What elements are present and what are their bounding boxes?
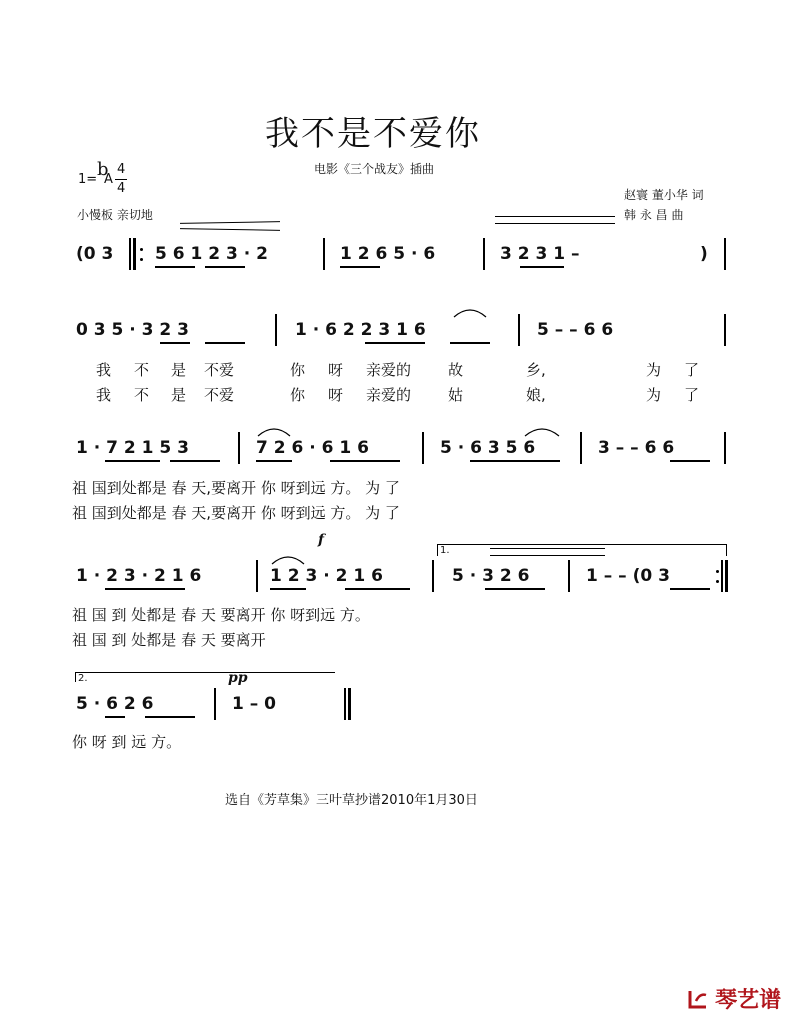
- hairpin: [490, 548, 605, 549]
- lyricist-credit: 赵寰 董小华 词: [624, 188, 704, 202]
- volta-bracket-2-left: [75, 672, 76, 682]
- volta-bracket-1-right: [726, 544, 727, 556]
- beam: [170, 460, 220, 462]
- hairpin-right-top: [495, 216, 615, 217]
- volta-bracket-2: [75, 672, 335, 673]
- beam: [330, 460, 400, 462]
- watermark-text: 琴艺谱: [715, 988, 782, 1013]
- subtitle: 电影《三个战友》插曲: [314, 162, 435, 176]
- lyric: 呀: [328, 386, 344, 404]
- barline: [724, 432, 726, 464]
- beam: [205, 342, 245, 344]
- time-signature-divider: [115, 179, 127, 180]
- repeat-dot: [716, 580, 719, 583]
- measure: 7 2 6 · 6 1 6: [256, 438, 369, 458]
- barline: [323, 238, 325, 270]
- key-prefix: 1=: [78, 172, 98, 187]
- repeat-barline-thick: [725, 560, 728, 592]
- lyric: 了: [684, 361, 700, 379]
- repeat-dot: [716, 570, 719, 573]
- beam: [145, 716, 195, 718]
- barline: [568, 560, 570, 592]
- slur: [270, 552, 306, 566]
- beam: [670, 460, 710, 462]
- lyric: 不爱: [204, 386, 235, 404]
- lyric: 不: [134, 386, 150, 404]
- measure: 1 2 3 · 2 1 6: [270, 566, 383, 586]
- measure: 5 · 6 2 6: [76, 694, 154, 714]
- barline: [256, 560, 258, 592]
- closing-parenthesis: ): [700, 244, 708, 264]
- measure: 5 6 1 2 3 · 2: [155, 244, 268, 264]
- barline: [432, 560, 434, 592]
- beam: [155, 266, 195, 268]
- barline: [518, 314, 520, 346]
- lyric: 是: [171, 361, 187, 379]
- measure: 1 · 2 3 · 2 1 6: [76, 566, 202, 586]
- lyric: 姑: [448, 386, 464, 404]
- beam: [450, 342, 490, 344]
- barline: [422, 432, 424, 464]
- beam: [105, 460, 160, 462]
- lyric: 我: [96, 361, 112, 379]
- beam: [270, 588, 306, 590]
- repeat-barline: [721, 560, 723, 592]
- repeat-dot: [140, 248, 143, 251]
- dynamic-forte: f: [318, 532, 325, 548]
- hairpin-bottom: [180, 228, 280, 231]
- measure: 1 · 7 2 1 5 3: [76, 438, 189, 458]
- barline: [724, 314, 726, 346]
- watermark: [686, 983, 781, 1014]
- measure: 1 2 6 5 · 6: [340, 244, 436, 264]
- time-signature-bottom: 4: [117, 181, 126, 196]
- logo-icon: [686, 987, 710, 1011]
- barline: [214, 688, 216, 720]
- slur: [256, 424, 292, 438]
- lyrics-verse-2: 祖 国 到 处都是 春 天 要离开: [72, 631, 266, 649]
- repeat-barline: [129, 238, 131, 270]
- lyric: 亲爱的: [366, 386, 412, 404]
- beam: [160, 342, 190, 344]
- measure: 0 3 5 · 3 2 3: [76, 320, 189, 340]
- lyrics-verse-1: 祖 国到处都是 春 天,要离开 你 呀到远 方。 为 了: [72, 479, 400, 497]
- barline: [275, 314, 277, 346]
- hairpin-top: [180, 221, 280, 224]
- beam: [340, 266, 380, 268]
- lyric: 不: [134, 361, 150, 379]
- beam: [365, 342, 425, 344]
- measure: 3 – – 6 6: [598, 438, 675, 458]
- barline: [580, 432, 582, 464]
- lyric: 乡,: [526, 361, 546, 379]
- beam: [105, 588, 185, 590]
- final-barline: [344, 688, 346, 720]
- beam: [470, 460, 560, 462]
- lyric: 为: [646, 386, 662, 404]
- lyric: 不爱: [204, 361, 235, 379]
- volta-bracket-1: [437, 544, 727, 545]
- key-letter: A: [104, 172, 113, 187]
- lyric: 娘,: [526, 386, 546, 404]
- lyrics-verse-1: 你 呀 到 远 方。: [72, 733, 182, 751]
- lyrics-verse-1: 祖 国 到 处都是 春 天 要离开 你 呀到远 方。: [72, 606, 370, 624]
- source-note: 选自《芳草集》三叶草抄谱2010年1月30日: [225, 793, 478, 808]
- repeat-barline-thick: [133, 238, 136, 270]
- lyric: 你: [290, 386, 306, 404]
- dynamic-pianissimo: pp: [228, 670, 248, 686]
- barline: [483, 238, 485, 270]
- time-signature-top: 4: [117, 162, 126, 177]
- lyric: 故: [448, 361, 464, 379]
- song-title: 我不是不爱你: [265, 114, 481, 154]
- beam: [256, 460, 292, 462]
- lyric: 你: [290, 361, 306, 379]
- beam: [485, 588, 545, 590]
- slur: [452, 305, 488, 319]
- hairpin-right-bottom: [495, 223, 615, 224]
- final-barline-thick: [348, 688, 351, 720]
- barline: [238, 432, 240, 464]
- lyric: 是: [171, 386, 187, 404]
- beam: [345, 588, 410, 590]
- composer-credit: 韩 永 昌 曲: [624, 208, 684, 222]
- lyric: 亲爱的: [366, 361, 412, 379]
- hairpin: [490, 555, 605, 556]
- measure: 1 · 6 2 2 3 1 6: [295, 320, 426, 340]
- volta-number-2: 2.: [78, 673, 88, 684]
- measure: 5 · 3 2 6: [452, 566, 530, 586]
- tempo-marking: 小慢板 亲切地: [77, 208, 153, 222]
- measure: 5 – – 6 6: [537, 320, 614, 340]
- lyric: 了: [684, 386, 700, 404]
- barline: [724, 238, 726, 270]
- slur: [523, 424, 561, 438]
- beam: [205, 266, 245, 268]
- measure: 1 – 0: [232, 694, 276, 714]
- lyrics-verse-2: 祖 国到处都是 春 天,要离开 你 呀到远 方。 为 了: [72, 504, 400, 522]
- measure: 3 2 3 1 –: [500, 244, 580, 264]
- measure: 1 – – (0 3: [586, 566, 670, 586]
- lyric: 为: [646, 361, 662, 379]
- beam: [520, 266, 564, 268]
- repeat-dot: [140, 258, 143, 261]
- lyric: 我: [96, 386, 112, 404]
- measure: (0 3: [76, 244, 114, 264]
- flat-sign: b: [97, 159, 109, 180]
- volta-number-1: 1.: [440, 545, 450, 556]
- measure: 5 · 6 3 5 6: [440, 438, 536, 458]
- lyric: 呀: [328, 361, 344, 379]
- volta-bracket-1-left: [437, 544, 438, 556]
- beam: [670, 588, 710, 590]
- beam: [105, 716, 125, 718]
